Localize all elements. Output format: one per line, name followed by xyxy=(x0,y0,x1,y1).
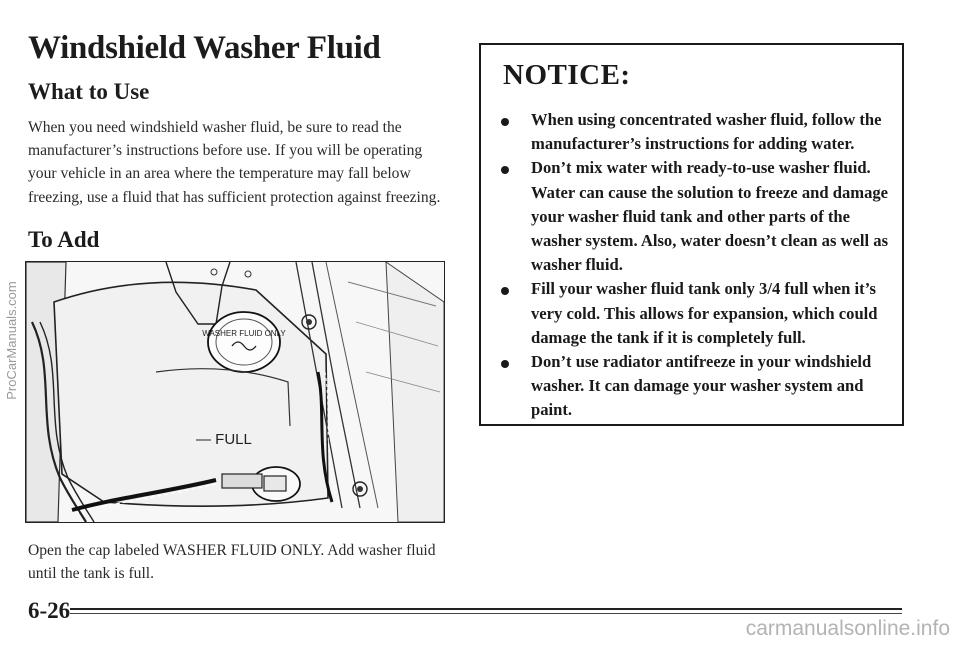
side-watermark-text: ProCarManuals.com xyxy=(3,280,19,400)
notice-item-text: Don’t use radiator antifreeze in your windshield washer. It can damage your washer system and paint. xyxy=(531,352,872,420)
notice-item-text: Don’t mix water with ready-to-use washer fluid. Water can cause the solution to freeze and damage your washer fluid tank and other parts of the washer system. Also, water doesn’t clean as well as washer fluid. xyxy=(531,158,889,275)
footer-rule-thin xyxy=(70,613,902,614)
notice-list xyxy=(499,108,894,423)
washer-reservoir-illustration xyxy=(25,261,445,523)
section-heading-what-to-use: What to Use xyxy=(28,79,150,104)
bullet-icon xyxy=(501,287,509,295)
intro-paragraph: When you need windshield washer fluid, be sure to read the manufacturer’s instructions before use. If you will be operating your vehicle in an area where the temperature may fall below freezing, use a fluid that has sufficient protection against freezing. xyxy=(28,119,441,206)
section-heading-to-add: To Add xyxy=(28,227,100,252)
page-title: Windshield Washer Fluid xyxy=(28,30,381,66)
washer-reservoir-drawing xyxy=(26,262,444,522)
notice-box xyxy=(479,43,904,426)
notice-item xyxy=(499,156,894,277)
notice-item-text: Fill your washer fluid tank only 3/4 full when it’s very cold. This allows for expansion, which could damage the tank if it is completely full. xyxy=(531,279,878,347)
notice-item-text: When using concentrated washer fluid, follow the manufacturer’s instructions for adding water. xyxy=(531,110,882,154)
bottom-watermark: carmanualsonline.info xyxy=(745,617,950,640)
notice-item xyxy=(499,108,894,156)
notice-item xyxy=(499,277,894,350)
cap-label: WASHER FLUID ONLY xyxy=(202,329,286,338)
page-number: 6-26 xyxy=(28,598,71,623)
full-level-label: — FULL xyxy=(196,431,252,448)
figure-caption: Open the cap labeled WASHER FLUID ONLY. Add washer fluid until the tank is full. xyxy=(28,542,436,582)
footer-rule xyxy=(70,608,902,610)
bullet-icon xyxy=(501,166,509,174)
bullet-icon xyxy=(501,360,509,368)
bullet-icon xyxy=(501,118,509,126)
side-watermark xyxy=(4,235,18,445)
notice-item xyxy=(499,350,894,423)
notice-title: NOTICE: xyxy=(503,59,631,91)
